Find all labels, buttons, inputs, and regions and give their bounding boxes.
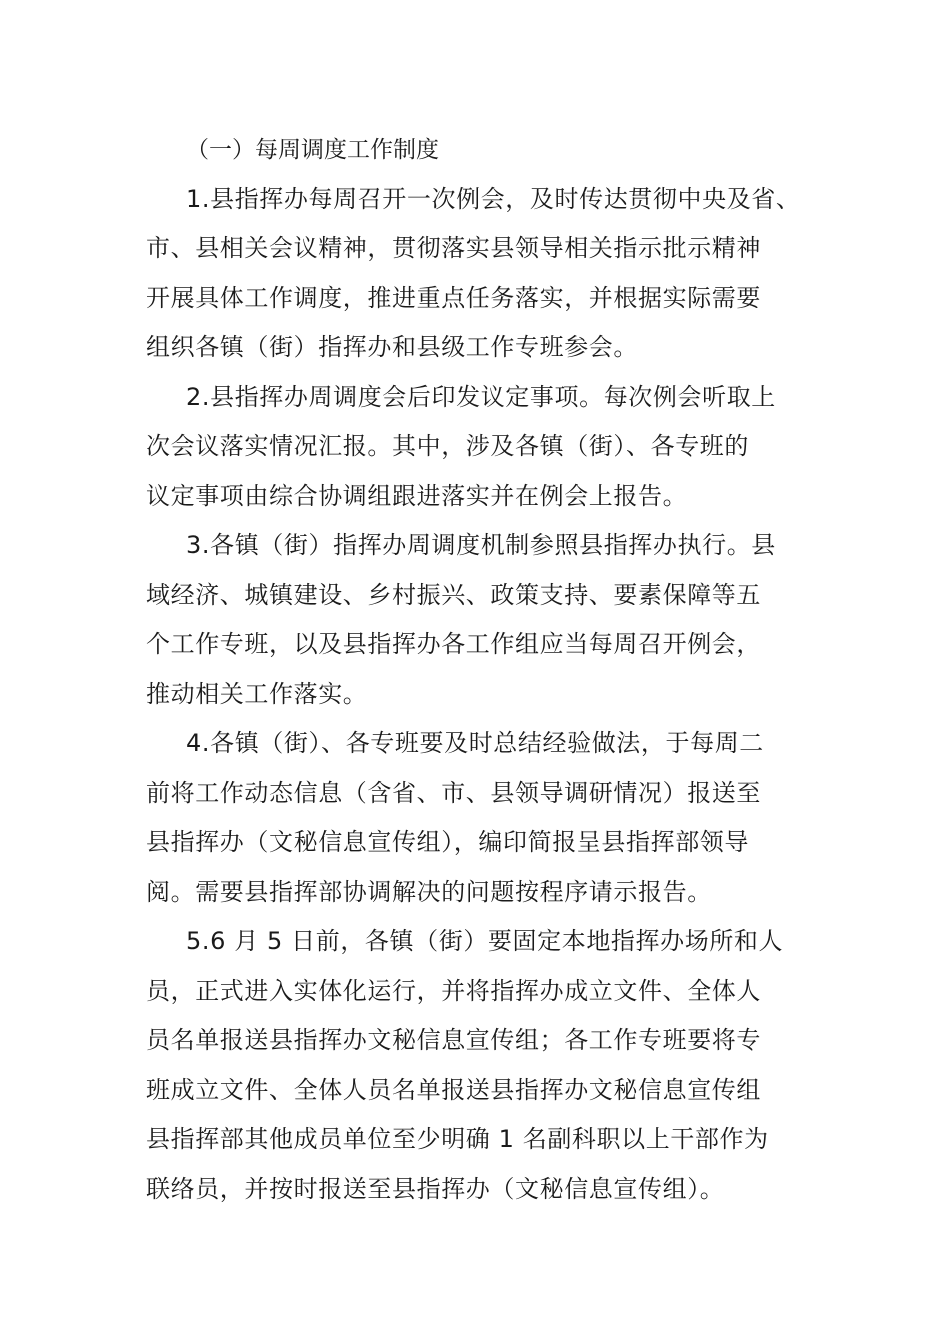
- paragraph-4-line-3: 县指挥办（文秘信息宣传组），编印简报呈县指挥部领导: [146, 828, 749, 856]
- paragraph-5-line-4: 班成立文件、全体人员名单报送县指挥办文秘信息宣传组: [146, 1076, 761, 1104]
- paragraph-5-line-2: 员，正式进入实体化运行，并将指挥办成立文件、全体人: [146, 977, 761, 1005]
- paragraph-2-line-1: 2.县指挥办周调度会后印发议定事项。每次例会听取上: [186, 383, 776, 411]
- paragraph-3-line-3: 个工作专班，以及县指挥办各工作组应当每周召开例会，: [146, 630, 761, 658]
- paragraph-4-line-2: 前将工作动态信息（含省、市、县领导调研情况）报送至: [146, 779, 761, 807]
- paragraph-3-line-2: 域经济、城镇建设、乡村振兴、政策支持、要素保障等五: [146, 581, 761, 609]
- paragraph-1-line-1: 1.县指挥办每周召开一次例会，及时传达贯彻中央及省、: [186, 185, 801, 213]
- paragraph-5-line-3: 员名单报送县指挥办文秘信息宣传组；各工作专班要将专: [146, 1026, 761, 1054]
- section-heading: （一）每周调度工作制度: [186, 137, 439, 163]
- paragraph-4-line-1: 4.各镇（街）、各专班要及时总结经验做法，于每周二: [186, 729, 764, 757]
- paragraph-1-line-3: 开展具体工作调度，推进重点任务落实，并根据实际需要: [146, 284, 761, 312]
- paragraph-3-line-1: 3.各镇（街）指挥办周调度机制参照县指挥办执行。县: [186, 531, 776, 559]
- paragraph-5-line-5: 县指挥部其他成员单位至少明确 1 名副科职以上干部作为: [146, 1125, 769, 1153]
- paragraph-1-line-2: 市、县相关会议精神，贯彻落实县领导相关指示批示精神: [146, 234, 761, 262]
- paragraph-1-line-4: 组织各镇（街）指挥办和县级工作专班参会。: [146, 333, 638, 361]
- paragraph-2-line-2: 次会议落实情况汇报。其中，涉及各镇（街）、各专班的: [146, 432, 749, 460]
- paragraph-2-line-3: 议定事项由综合协调组跟进落实并在例会上报告。: [146, 482, 688, 510]
- paragraph-3-line-4: 推动相关工作落实。: [146, 680, 368, 708]
- paragraph-4-line-4: 阅。需要县指挥部协调解决的问题按程序请示报告。: [146, 878, 712, 906]
- paragraph-5-line-6: 联络员，并按时报送至县指挥办（文秘信息宣传组）。: [146, 1175, 725, 1203]
- paragraph-5-line-1: 5.6 月 5 日前，各镇（街）要固定本地指挥办场所和人: [186, 927, 784, 955]
